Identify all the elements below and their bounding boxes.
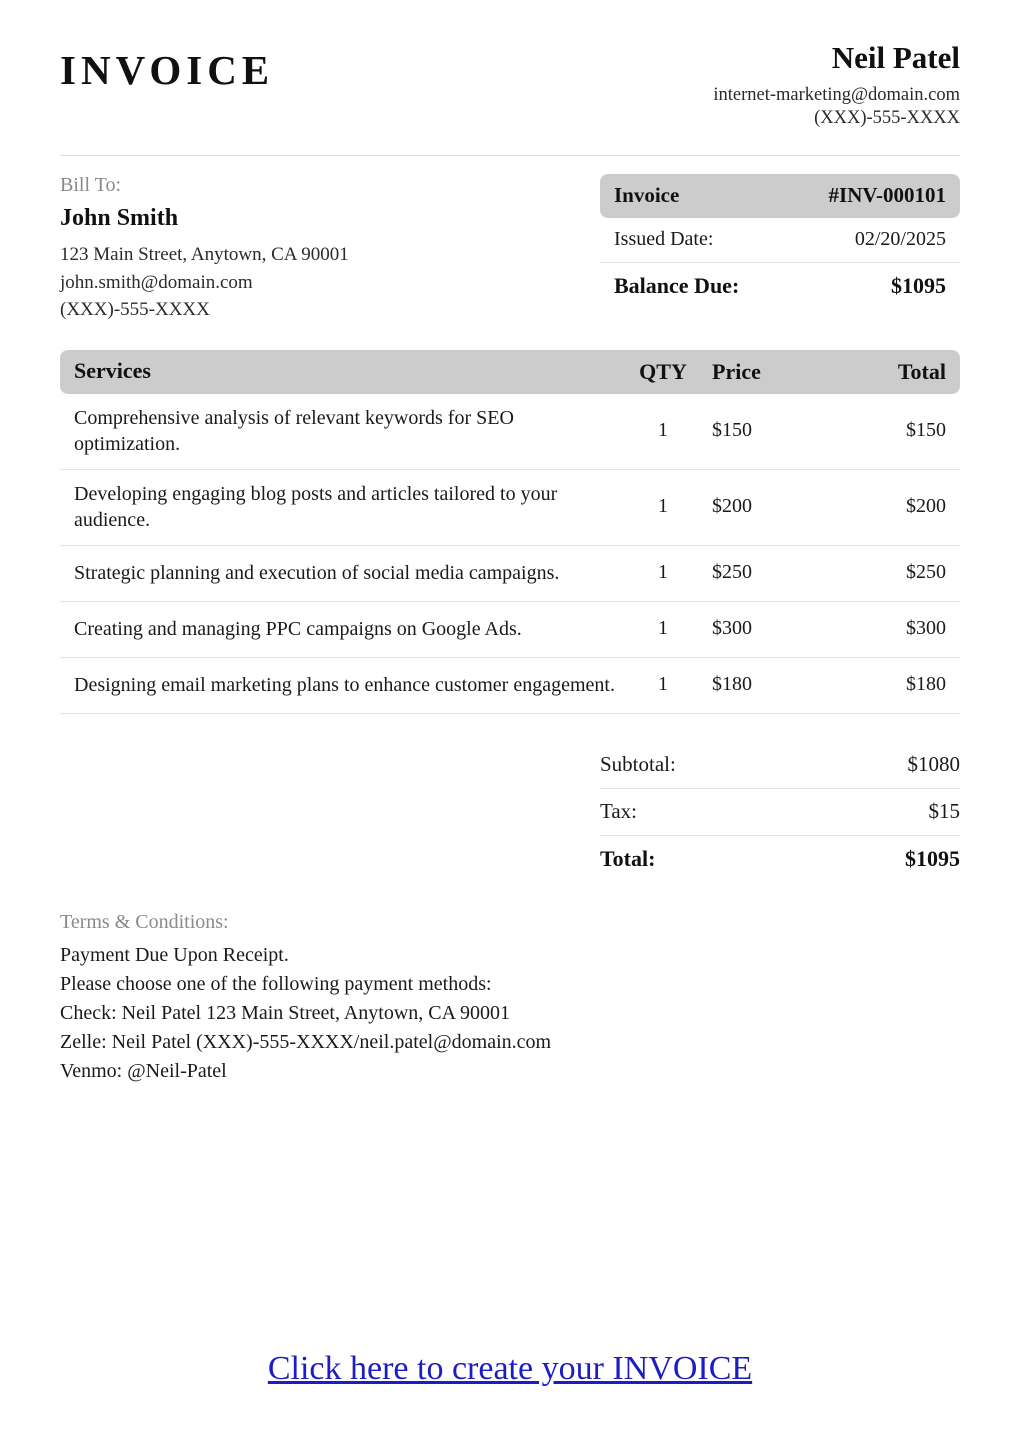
issued-date-label: Issued Date: (614, 228, 714, 251)
row-qty: 1 (658, 561, 668, 584)
row-description: Comprehensive analysis of relevant keywords for SEO optimization. (74, 406, 514, 455)
row-price: $250 (712, 561, 752, 584)
balance-due-value: $1095 (891, 273, 946, 299)
row-description: Strategic planning and execution of social media campaigns. (74, 561, 560, 584)
vendor-block (713, 38, 960, 131)
table-row (60, 658, 960, 714)
column-header-services: Services (74, 358, 151, 384)
row-total: $180 (906, 673, 946, 696)
invoice-header (60, 0, 960, 131)
balance-due-label: Balance Due: (614, 273, 740, 299)
invoice-number-row (600, 174, 960, 218)
create-invoice-link[interactable]: Click here to create your INVOICE (267, 1350, 753, 1387)
issued-date-row (600, 218, 960, 262)
terms-line: Payment Due Upon Receipt. (60, 943, 289, 966)
tax-label: Tax: (600, 798, 638, 823)
subtotal-row (600, 742, 960, 788)
subtotal-value: $1080 (907, 751, 960, 776)
services-table (60, 350, 960, 714)
terms-line: Check: Neil Patel 123 Main Street, Anytown, CA 90001 (60, 1001, 510, 1024)
billing-meta-section (60, 174, 960, 324)
tax-value: $15 (928, 798, 960, 823)
terms-block (60, 911, 960, 1086)
row-description: Creating and managing PPC campaigns on Google Ads. (74, 617, 522, 640)
invoice-meta-block (600, 174, 960, 310)
services-table-header (60, 350, 960, 394)
terms-line: Zelle: Neil Patel (XXX)-555-XXXX/neil.patel@domain.com (60, 1030, 552, 1053)
bill-to-email: john.smith@domain.com (60, 271, 253, 293)
bill-to-phone: (XXX)-555-XXXX (60, 299, 210, 321)
vendor-phone: (XXX)-555-XXXX (814, 108, 960, 129)
table-row (60, 546, 960, 602)
page-title: INVOICE (60, 47, 275, 93)
row-total: $250 (906, 561, 946, 584)
row-total: $150 (906, 419, 946, 442)
terms-line: Please choose one of the following payment methods: (60, 972, 492, 995)
vendor-email: internet-marketing@domain.com (713, 84, 960, 105)
header-divider (60, 155, 960, 156)
bill-to-address: 123 Main Street, Anytown, CA 90001 (60, 244, 349, 266)
row-total: $200 (906, 495, 946, 518)
invoice-label: Invoice (614, 183, 680, 208)
row-price: $200 (712, 495, 752, 518)
bill-to-label: Bill To: (60, 174, 122, 197)
row-qty: 1 (658, 495, 668, 518)
bill-to-block (60, 174, 580, 324)
row-price: $150 (712, 419, 752, 442)
subtotal-label: Subtotal: (600, 751, 676, 776)
tax-row (600, 788, 960, 835)
bill-to-name: John Smith (60, 205, 179, 232)
table-row (60, 602, 960, 658)
terms-label: Terms & Conditions: (60, 910, 229, 933)
balance-due-row (600, 262, 960, 310)
grand-total-label: Total: (600, 845, 656, 871)
row-qty: 1 (658, 419, 668, 442)
row-price: $180 (712, 673, 752, 696)
column-header-price: Price (712, 358, 761, 384)
row-price: $300 (712, 617, 752, 640)
vendor-name: Neil Patel (831, 40, 960, 75)
invoice-number: #INV-000101 (828, 183, 946, 208)
terms-line: Venmo: @Neil-Patel (60, 1059, 227, 1082)
row-qty: 1 (658, 617, 668, 640)
row-description: Developing engaging blog posts and articles tailored to your audience. (74, 482, 558, 531)
row-total: $300 (906, 617, 946, 640)
issued-date-value: 02/20/2025 (854, 228, 946, 251)
table-row (60, 470, 960, 546)
totals-block (600, 742, 960, 883)
column-header-total: Total (897, 358, 946, 384)
table-row (60, 394, 960, 470)
row-qty: 1 (658, 673, 668, 696)
grand-total-value: $1095 (905, 845, 960, 871)
grand-total-row (600, 835, 960, 883)
column-header-qty: QTY (639, 358, 687, 384)
row-description: Designing email marketing plans to enhance customer engagement. (74, 673, 615, 696)
footer-link-container (0, 1350, 1020, 1388)
